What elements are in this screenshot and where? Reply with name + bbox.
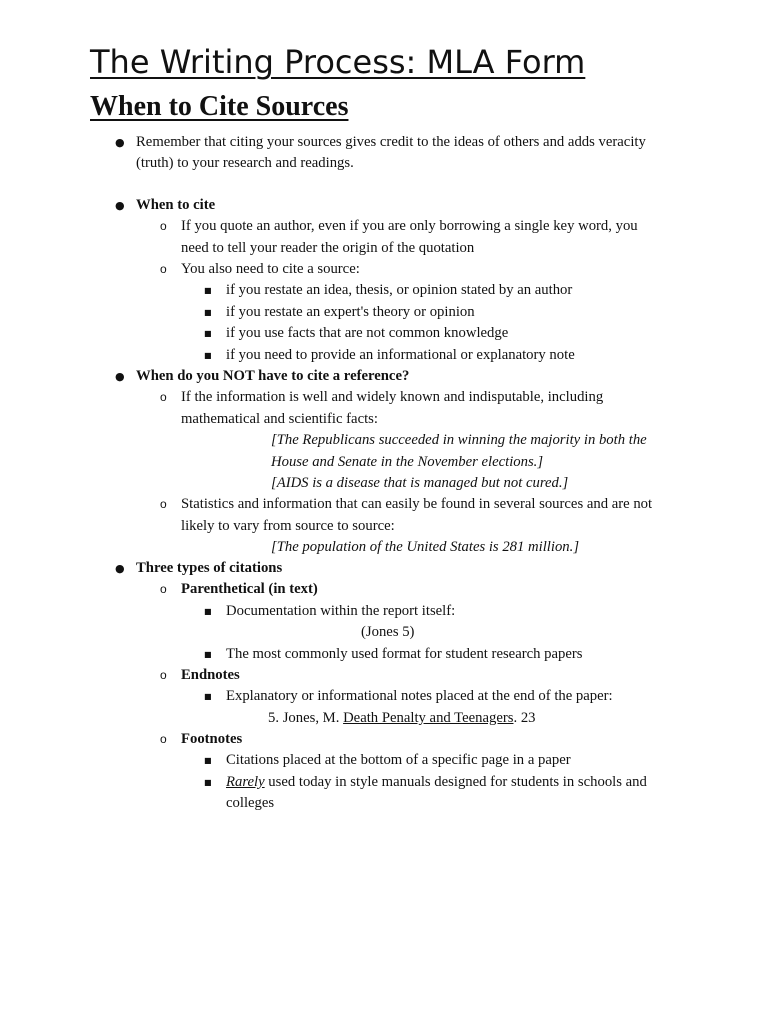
bullet-circle-icon: o (160, 390, 167, 404)
example-aids: [AIDS is a disease that is managed but not cured.] (271, 475, 569, 491)
bullet-disc-icon: ● (115, 562, 125, 575)
bullet-circle-icon: o (160, 582, 167, 596)
cite-reason-item: if you restate an expert's theory or opinion (226, 304, 475, 320)
endnotes-label: Endnotes (181, 667, 240, 683)
statistics-line-1: Statistics and information that can easily be found in several sources and are not (181, 496, 653, 512)
bullet-square-icon: ■ (204, 778, 212, 787)
bullet-disc-icon: ● (115, 136, 125, 149)
bullet-circle-icon: o (160, 668, 167, 682)
bullet-disc-icon: ● (115, 370, 125, 383)
example-republicans-line-1: [The Republicans succeeded in winning the majority in both the (271, 432, 647, 448)
bullet-circle-icon: o (160, 732, 167, 746)
bullet-square-icon: ■ (204, 692, 212, 701)
cite-reason-item: if you use facts that are not common knowledge (226, 325, 509, 341)
example-population: [The population of the United States is 281 million.] (271, 539, 580, 555)
bullet-square-icon: ■ (204, 286, 212, 295)
parenthetical-item: Documentation within the report itself: (226, 603, 456, 619)
cite-reason-item: if you restate an idea, thesis, or opinion stated by an author (226, 282, 573, 298)
bullet-square-icon: ■ (204, 756, 212, 765)
quote-author-line-2: need to tell your reader the origin of the quotation (181, 240, 475, 256)
bullet-square-icon: ■ (204, 650, 212, 659)
rarely-emphasis: Rarely (226, 774, 265, 790)
bullet-square-icon: ■ (204, 329, 212, 338)
intro-text-line-2: (truth) to your research and readings. (136, 155, 354, 171)
bullet-square-icon: ■ (204, 351, 212, 360)
bullet-disc-icon: ● (115, 199, 125, 212)
endnote-example (268, 708, 536, 729)
quote-author-line-1: If you quote an author, even if you are only borrowing a single key word, you (181, 218, 638, 234)
footnotes-item-line-2: colleges (226, 795, 275, 811)
cite-reason-item: if you need to provide an informational or explanatory note (226, 347, 575, 363)
statistics-line-2: likely to vary from source to source: (181, 518, 395, 534)
endnotes-item: Explanatory or informational notes placed at the end of the paper: (226, 688, 613, 704)
when-to-cite-label: When to cite (136, 197, 216, 213)
endnote-example-suffix: . 23 (513, 710, 536, 726)
also-cite-label: You also need to cite a source: (181, 261, 360, 277)
footnotes-label: Footnotes (181, 731, 243, 747)
parenthetical-example: (Jones 5) (361, 624, 415, 640)
footnotes-item (226, 772, 647, 793)
bullet-square-icon: ■ (204, 607, 212, 616)
endnote-example-prefix: 5. Jones, M. (268, 710, 344, 726)
section-heading: When to Cite Sources (90, 91, 349, 122)
parenthetical-item: The most commonly used format for student research papers (226, 646, 583, 662)
bullet-circle-icon: o (160, 497, 167, 511)
parenthetical-label: Parenthetical (in text) (181, 581, 318, 597)
document-title: The Writing Process: MLA Form (90, 43, 586, 81)
well-known-line-1: If the information is well and widely known and indisputable, including (181, 389, 604, 405)
endnote-example-title: Death Penalty and Teenagers (343, 710, 514, 726)
example-republicans-line-2: House and Senate in the November elections.] (271, 454, 544, 470)
bullet-circle-icon: o (160, 219, 167, 233)
intro-text-line-1: Remember that citing your sources gives credit to the ideas of others and adds veracity (136, 134, 646, 150)
bullet-square-icon: ■ (204, 308, 212, 317)
footnotes-item: Citations placed at the bottom of a specific page in a paper (226, 752, 571, 768)
footnotes-item-rest: used today in style manuals designed for students in schools and (264, 774, 647, 790)
well-known-line-2: mathematical and scientific facts: (181, 411, 378, 427)
bullet-circle-icon: o (160, 262, 167, 276)
not-cite-label: When do you NOT have to cite a reference? (136, 368, 410, 384)
citation-types-label: Three types of citations (136, 560, 283, 576)
